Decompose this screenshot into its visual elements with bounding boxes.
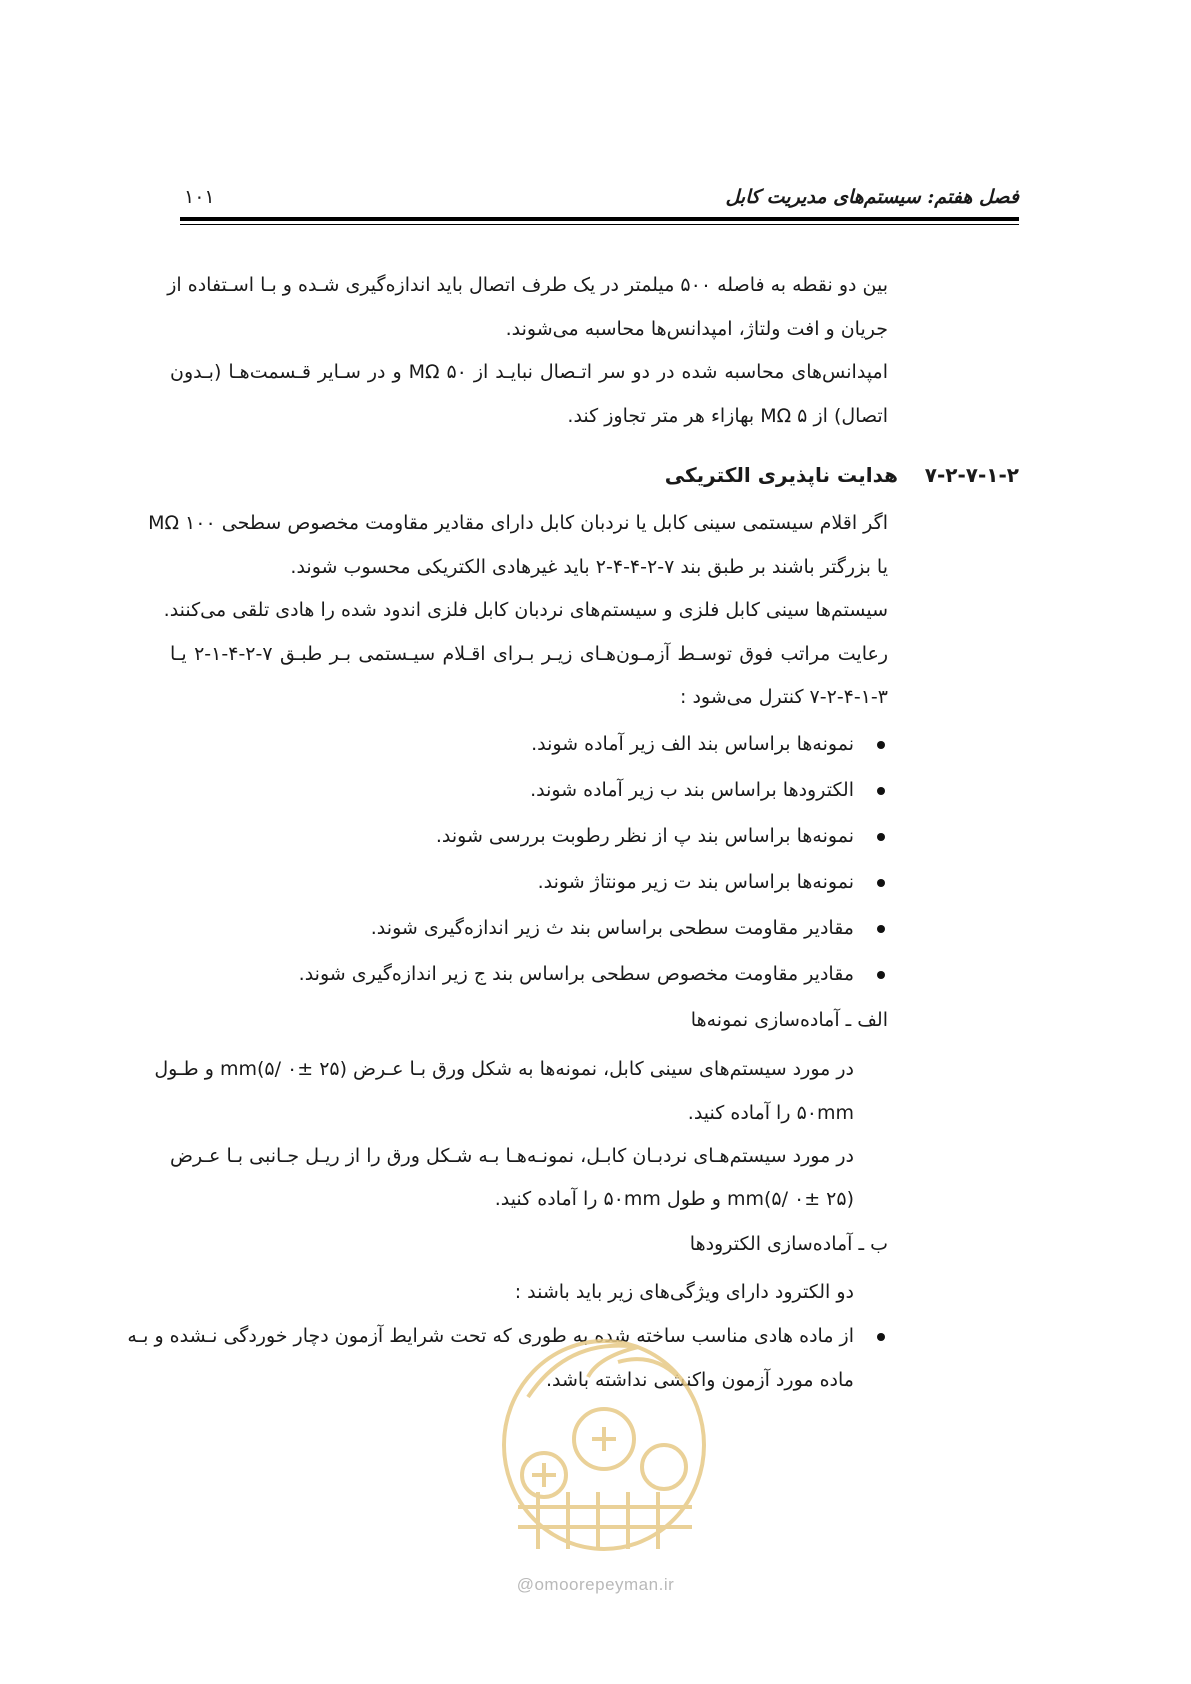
page-number: ۱۰۱ (184, 186, 215, 208)
bullet-item: مقادیر مقاومت سطحی براساس بند ث زیر اندازه‌گیری شوند. (370, 917, 854, 939)
body-line: اتصال) از MΩ ۵ بهازاء هر متر تجاوز کند. (567, 405, 888, 427)
header-rule-thick (180, 217, 1019, 221)
part-b-intro: دو الکترود دارای ویژگی‌های زیر باید باشند : (514, 1281, 854, 1303)
section-line: یا بزرگتر باشند بر طبق بند ۷-۲-۴-۴-۲ باید غیرهادی الکتریکی محسوب شوند. (290, 556, 888, 578)
bullet-item: مقادیر مقاومت مخصوص سطحی براساس بند ج زیر اندازه‌گیری شوند. (298, 963, 854, 985)
body-line: بین دو نقطه به فاصله ۵۰۰ میلمتر در یک طرف اتصال باید اندازه‌گیری شـده و بـا اسـتفاده از (167, 274, 888, 296)
chapter-title: فصل هفتم: سیستم‌های مدیریت کابل (725, 186, 1019, 208)
watermark-seal-icon (488, 1317, 720, 1567)
section-line: رعایت مراتب فوق توسـط آزمـون‌هـای زیـر بـرای اقـلام سیـستمی بـر طبـق ۷-۲-۴-۱-۲ یـا (170, 643, 889, 665)
bullet-dot (877, 879, 885, 887)
part-a-line: در مورد سیستم‌هـای نردبـان کابـل، نمونـه‌هـا بـه شـکل ورق را از ریـل جـانبی بـا عـرض (170, 1145, 854, 1167)
subheading-b: ب ـ آماده‌سازی الکترودها (689, 1233, 888, 1255)
body-line: امپدانس‌های محاسبه شده در دو سر اتـصال نبایـد از MΩ ۵۰ و در سـایر قـسمت‌هـا (بـدون (170, 361, 888, 383)
bullet-dot (877, 787, 885, 795)
bullet-item: نمونه‌ها براساس بند ت زیر مونتاژ شوند. (537, 871, 854, 893)
watermark-url: @omoorepeyman.ir (516, 1575, 675, 1594)
section-line: سیستم‌ها سینی کابل فلزی و سیستم‌های نردبان کابل فلزی اندود شده را هادی تلقی می‌کنند. (163, 599, 888, 621)
part-b-bullet-line: ماده مورد آزمون واکنشی نداشته باشد. (545, 1369, 854, 1391)
bullet-item: نمونه‌ها براساس بند الف زیر آماده شوند. (531, 733, 854, 755)
bullet-item: الکترودها براساس بند ب زیر آماده شوند. (530, 779, 854, 801)
part-a-line: ۵۰mm را آماده کنید. (687, 1102, 854, 1124)
part-a-line: در مورد سیستم‌های سینی کابل، نمونه‌ها به شکل ورق بـا عـرض mm(۵/ ۰± ۲۵) و طـول (154, 1058, 854, 1080)
bullet-dot (877, 925, 885, 933)
section-line: اگر اقلام سیستمی سینی کابل یا نردبان کابل دارای مقادیر مقاومت مخصوص سطحی MΩ ۱۰۰ (148, 512, 888, 534)
part-a-line: mm(۵/ ۰± ۲۵) و طول ۵۰mm را آماده کنید. (494, 1188, 854, 1210)
section-number: ۷-۲-۷-۱-۲ (924, 463, 1019, 487)
subheading-a: الف ـ آماده‌سازی نمونه‌ها (690, 1009, 888, 1031)
part-b-bullet-line: از ماده هادی مناسب ساخته شده به طوری که تحت شرایط آزمون دچار خوردگی نـشده و بـه (127, 1325, 854, 1347)
bullet-dot (877, 1333, 885, 1341)
bullet-item: نمونه‌ها براساس بند پ از نظر رطوبت بررسی شوند. (435, 825, 854, 847)
bullet-dot (877, 741, 885, 749)
header-rule-thin (180, 224, 1019, 225)
section-line: ۷-۲-۴-۱-۳ کنترل می‌شود : (680, 686, 888, 708)
bullet-dot (877, 971, 885, 979)
bullet-dot (877, 833, 885, 841)
section-title: هدایت ناپذیری الکتریکی (664, 463, 898, 487)
body-line: جریان و افت ولتاژ، امپدانس‌ها محاسبه می‌شوند. (505, 318, 888, 340)
